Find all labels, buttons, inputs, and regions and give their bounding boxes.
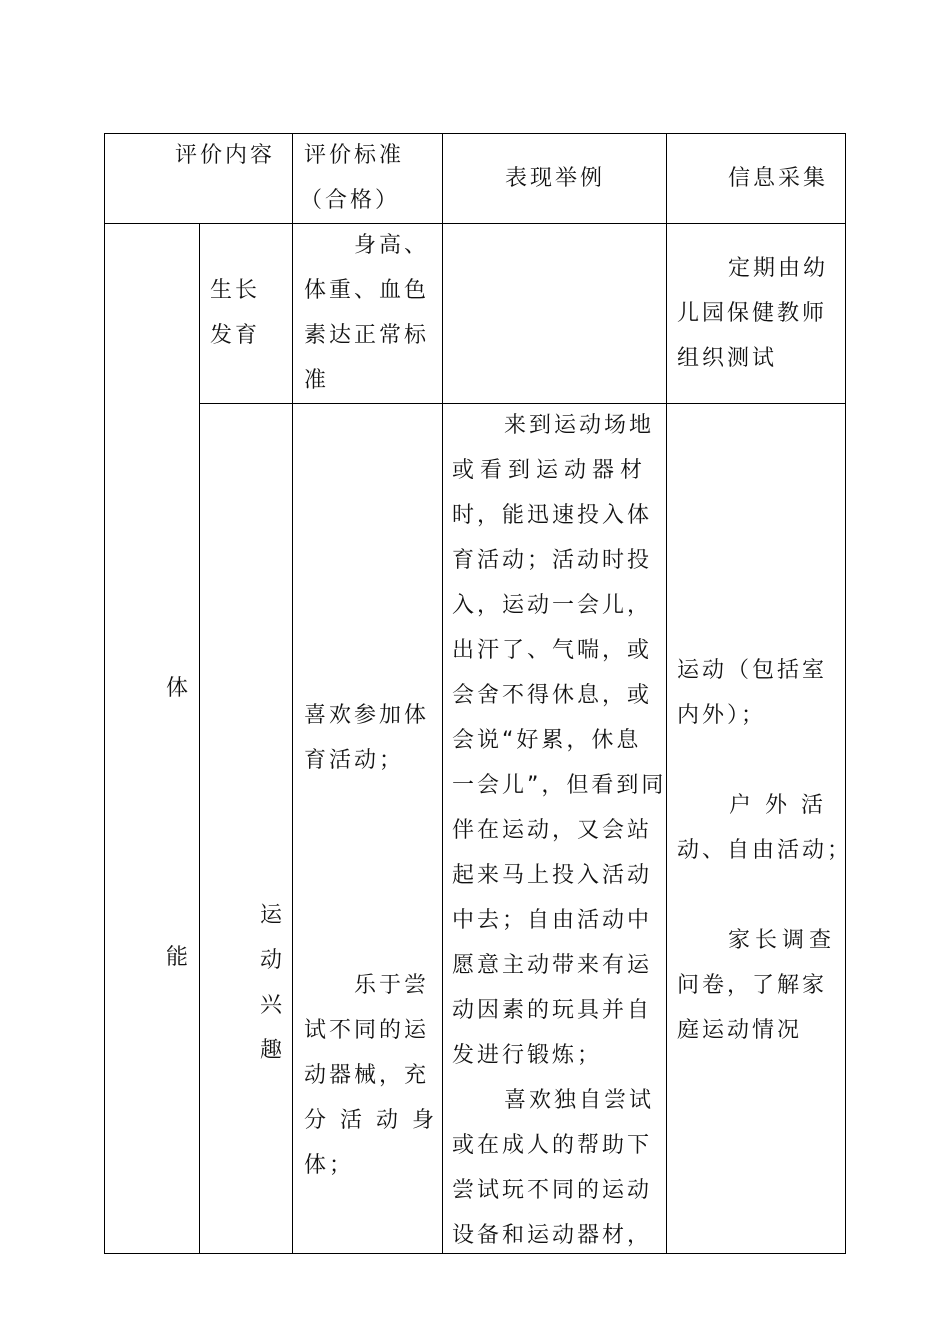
interest-example: 喜欢独自尝试: [504, 1088, 655, 1113]
interest-example: 伴在运动，又会站: [452, 818, 653, 843]
growth-standard: 素达正常标: [304, 323, 430, 348]
header-content: 评价内容: [175, 143, 276, 168]
header-standard-line1: 评价标准: [304, 143, 405, 168]
interest-name-char: 动: [259, 948, 282, 973]
growth-standard: 身高、: [354, 233, 430, 258]
interest-name-char: 趣: [259, 1038, 282, 1063]
interest-example: 发进行锻炼；: [452, 1043, 603, 1068]
interest-standard-b: 体；: [304, 1153, 355, 1178]
interest-info-a: 运动（包括室: [677, 658, 828, 683]
interest-example: 设备和运动器材，: [452, 1223, 653, 1248]
interest-info-b: 动、自由活动；: [677, 838, 853, 863]
table-border-left: [104, 133, 105, 1254]
column-divider: [442, 133, 443, 1254]
interest-example: 或看到运动器材: [452, 458, 649, 483]
interest-info-b: 户外活: [729, 793, 838, 818]
interest-example: 会舍不得休息，或: [452, 683, 653, 708]
domain-label-char: 体: [165, 676, 188, 701]
interest-name-char: 兴: [259, 993, 282, 1018]
interest-example: 愿意主动带来有运: [452, 953, 653, 978]
header-divider: [104, 223, 846, 224]
domain-label-char: 能: [165, 945, 188, 970]
interest-example: 出汗了、气喘，或: [452, 638, 653, 663]
growth-name: 发育: [210, 323, 261, 348]
interest-info-c: 家长调查: [728, 928, 837, 953]
interest-example: 起来马上投入活动: [452, 863, 653, 888]
interest-example: 来到运动场地: [504, 413, 655, 438]
interest-example: 育活动；活动时投: [452, 548, 653, 573]
sub-column-divider: [199, 223, 200, 1254]
interest-example: 中去；自由活动中: [452, 908, 653, 933]
growth-info: 定期由幼: [728, 256, 829, 281]
header-info: 信息采集: [728, 166, 829, 191]
interest-info-c: 庭运动情况: [677, 1018, 803, 1043]
interest-example: 或在成人的帮助下: [452, 1133, 653, 1158]
interest-example: 一会儿”，但看到同: [452, 773, 667, 798]
interest-example: 入，运动一会儿，: [452, 593, 653, 618]
interest-standard-b: 试不同的运: [304, 1018, 430, 1043]
growth-standard: 体重、血色: [304, 278, 430, 303]
growth-info: 儿园保健教师: [677, 301, 828, 326]
interest-standard-b: 乐于尝: [354, 973, 430, 998]
interest-standard-b: 动器械，充: [304, 1063, 430, 1088]
interest-example: 时，能迅速投入体: [452, 503, 653, 528]
growth-name: 生长: [210, 278, 261, 303]
growth-standard: 准: [304, 368, 330, 393]
interest-standard-b: 分活动身: [304, 1108, 449, 1133]
interest-standard-a: 育活动；: [304, 748, 405, 773]
interest-name-char: 运: [259, 903, 282, 928]
interest-example: 动因素的玩具并自: [452, 998, 653, 1023]
header-example: 表现举例: [505, 166, 606, 191]
interest-example: 尝试玩不同的运动: [452, 1178, 653, 1203]
header-standard-line2: （合格）: [300, 188, 401, 213]
interest-info-c: 问卷，了解家: [677, 973, 828, 998]
interest-standard-a: 喜欢参加体: [304, 703, 430, 728]
column-divider: [292, 133, 293, 1254]
interest-info-a: 内外）；: [677, 703, 767, 728]
growth-info: 组织测试: [677, 346, 778, 371]
table-border-right: [845, 133, 846, 1254]
interest-example: 会说“好累，休息: [452, 728, 642, 753]
column-divider: [666, 133, 667, 1254]
